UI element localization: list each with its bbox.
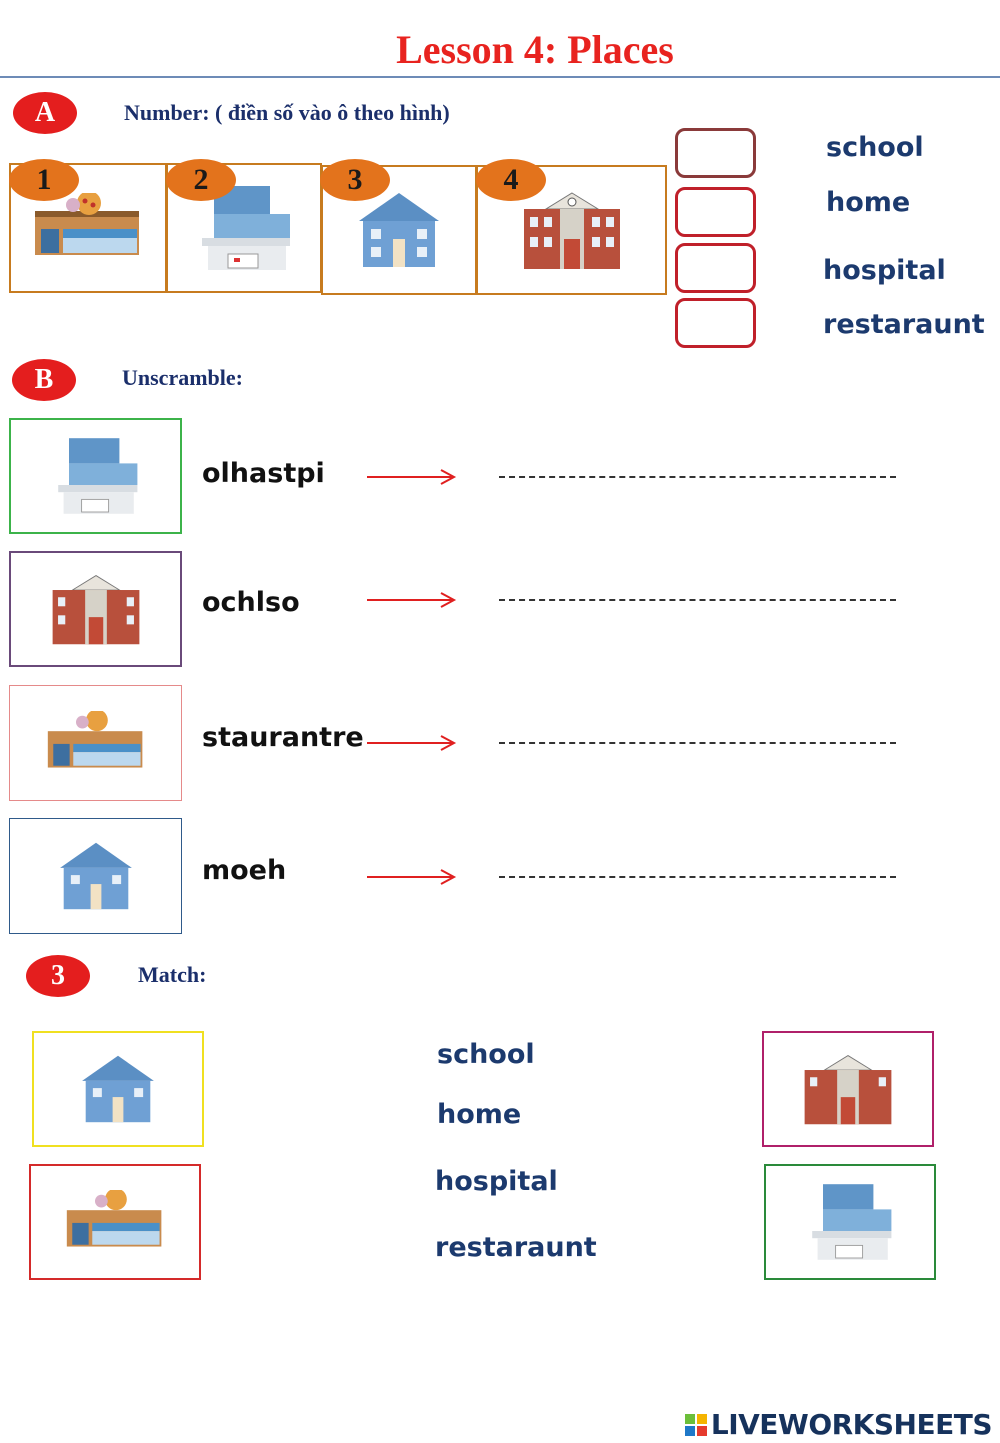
number-badge-4: 4 <box>476 159 546 201</box>
scrambled-word: staurantre <box>202 722 364 753</box>
section-a-label: Number: ( điền số vào ô theo hình) <box>124 100 450 125</box>
hospital-icon <box>805 1182 895 1262</box>
scrambled-word: ochlso <box>202 587 300 618</box>
match-word-restaraunt[interactable]: restaraunt <box>435 1232 597 1263</box>
match-word-school[interactable]: school <box>437 1039 535 1070</box>
answer-line[interactable] <box>499 476 896 478</box>
arrow-right-icon <box>365 590 459 610</box>
word-hospital: hospital <box>823 255 946 286</box>
section-c-label: Match: <box>138 962 207 987</box>
school-icon <box>520 189 624 271</box>
number-badge-1: 1 <box>9 159 79 201</box>
answer-box-school[interactable] <box>675 128 756 178</box>
word-school: school <box>826 132 924 163</box>
scrambled-word: moeh <box>202 855 287 886</box>
answer-box-hospital[interactable] <box>675 243 756 293</box>
title-divider <box>0 76 1000 78</box>
word-restaraunt: restaraunt <box>823 309 985 340</box>
hospital-icon <box>51 436 141 516</box>
section-b-label: Unscramble: <box>122 365 243 390</box>
match-word-hospital[interactable]: hospital <box>435 1166 558 1197</box>
answer-line[interactable] <box>499 876 896 878</box>
match-picture-restaurant[interactable] <box>29 1164 201 1280</box>
home-icon <box>357 191 441 269</box>
word-home: home <box>826 187 911 218</box>
number-badge-3: 3 <box>320 159 390 201</box>
answer-line[interactable] <box>499 599 896 601</box>
number-badge-2: 2 <box>166 159 236 201</box>
school-icon <box>49 571 143 647</box>
section-c-badge: 3 <box>26 955 90 997</box>
home-icon <box>80 1054 156 1124</box>
unscramble-picture-hospital <box>9 418 182 534</box>
section-b-badge: B <box>12 359 76 401</box>
brand-name: LIVEWORKSHEETS <box>710 1408 992 1441</box>
arrow-right-icon <box>365 733 459 753</box>
unscramble-picture-school <box>9 551 182 667</box>
match-picture-home[interactable] <box>32 1031 204 1147</box>
match-picture-hospital[interactable] <box>764 1164 936 1280</box>
restaurant-icon <box>65 1190 165 1254</box>
brand-footer <box>685 1408 992 1441</box>
scrambled-word: olhastpi <box>202 458 325 489</box>
section-a-badge: A <box>13 92 77 134</box>
page-title: Lesson 4: Places <box>396 27 674 72</box>
restaurant-icon <box>33 193 143 263</box>
answer-box-home[interactable] <box>675 187 756 237</box>
school-icon <box>801 1051 895 1127</box>
restaurant-icon <box>46 711 146 775</box>
unscramble-picture-home <box>9 818 182 934</box>
match-word-home[interactable]: home <box>437 1099 522 1130</box>
unscramble-picture-restaurant <box>9 685 182 801</box>
arrow-right-icon <box>365 467 459 487</box>
liveworksheets-logo-icon <box>685 1414 707 1436</box>
answer-box-restaraunt[interactable] <box>675 298 756 348</box>
arrow-right-icon <box>365 867 459 887</box>
match-picture-school[interactable] <box>762 1031 934 1147</box>
home-icon <box>58 841 134 911</box>
answer-line[interactable] <box>499 742 896 744</box>
